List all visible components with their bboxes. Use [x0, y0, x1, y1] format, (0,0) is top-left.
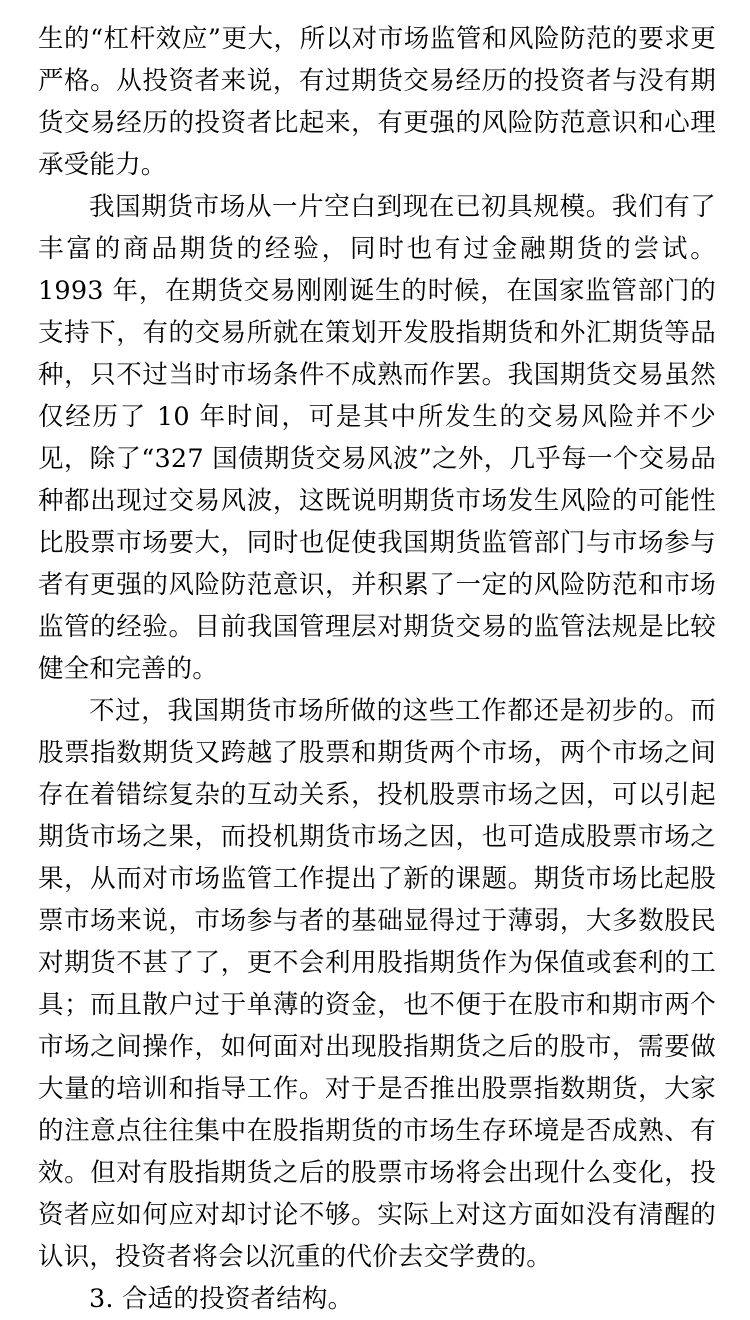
paragraph-1: 生的“杠杆效应”更大，所以对市场监管和风险防范的要求更严格。从投资者来说，有过期货交易经历的投资者与没有期货交易经历的投资者比起来，有更强的风险防范意识和心理承受能力。	[38, 24, 716, 180]
paragraph-3: 不过，我国期货市场所做的这些工作都还是初步的。而股票指数期货又跨越了股票和期货两个市场，两个市场之间存在着错综复杂的互动关系，投机股票市场之因，可以引起期货市场之果，而投机期货市场之因，也可造成股票市场之果，从而对市场监管工作提出了新的课题。期货市场比起股票市场来说，市场参与者的基础显得过于薄弱，大多数股民对期货不甚了了，更不会利用股指期货作为保值或套利的工具；而且散户过于单薄的资金，也不便于在股市和期市两个市场之间操作，如何面对出现股指期货之后的股市，需要做大量的培训和指导工作。对于是否推出股票指数期货，大家的注意点往往集中在股指期货的市场生存环境是否成熟、有效。但对有股指期货之后的股票市场将会出现什么变化，投资者应如何应对却讨论不够。实际上对这方面如没有清醒的认识，投资者将会以沉重的代价去交学费的。	[38, 696, 716, 1272]
section-heading-3: 3. 合适的投资者结构。	[89, 1284, 354, 1314]
paragraph-2: 我国期货市场从一片空白到现在已初具规模。我们有了丰富的商品期货的经验，同时也有过金融期货的尝试。1993 年，在期货交易刚刚诞生的时候，在国家监管部门的支持下，有的交易所就在策划开发股指期货和外汇期货等品种，只不过当时市场条件不成熟而作罢。我国期货交易虽然仅经历了 10 年时间，可是其中所发生的交易风险并不少见，除了“327 国债期货交易风波”之外，几乎每一个交易品种都出现过交易风波，这既说明期货市场发生风险的可能性比股票市场要大，同时也促使我国期货监管部门与市场参与者有更强的风险防范意识，并积累了一定的风险防范和市场监管的经验。目前我国管理层对期货交易的监管法规是比较健全和完善的。	[38, 192, 716, 684]
